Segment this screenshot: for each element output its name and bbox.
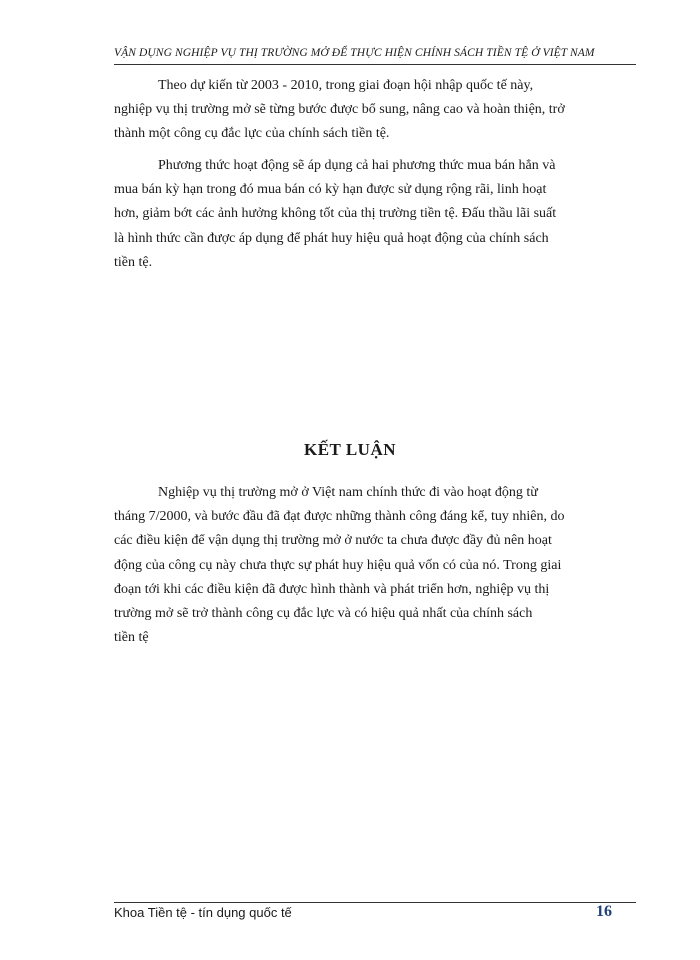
paragraph-line: trường mở sẽ trở thành công cụ đắc lực và có hiệu quả nhất của chính sách [114,606,533,622]
paragraph-line: động của công cụ này chưa thực sự phát huy hiệu quả vốn có của nó. Trong giai [114,557,562,573]
paragraph-line: nghiệp vụ thị trường mở sẽ từng bước được bổ sung, nâng cao và hoàn thiện, trở [114,102,565,118]
running-header: VẬN DỤNG NGHIỆP VỤ THỊ TRƯỜNG MỞ ĐỂ THỰC HIỆN CHÍNH SÁCH TIỀN TỆ Ở VIỆT NAM [114,47,595,59]
paragraph-conclusion [114,481,634,650]
paragraph-line: Theo dự kiến từ 2003 - 2010, trong giai đoạn hội nhập quốc tế này, [158,78,534,93]
paragraph-line: mua bán kỳ hạn trong đó mua bán có kỳ hạn được sử dụng rộng rãi, linh hoạt [114,182,547,198]
paragraph-line: Phương thức hoạt động sẽ áp dụng cả hai phương thức mua bán hẳn và [158,158,556,173]
footer-divider [114,902,636,903]
paragraph-line: tiền tệ [114,630,149,646]
paragraph-line: các điều kiện để vận dụng thị trường mở ở nước ta chưa được đầy đủ nên hoạt [114,533,552,549]
paragraph-line: tiền tệ. [114,254,153,270]
paragraph-line: hơn, giảm bớt các ảnh hưởng không tốt của thị trường tiền tệ. Đấu thầu lãi suất [114,206,557,222]
header-divider [114,64,636,65]
page-number: 16 [596,903,612,920]
paragraph-method [114,154,634,275]
paragraph-outlook [114,74,634,147]
section-title-conclusion: KẾT LUẬN [303,440,396,459]
footer-department: Khoa Tiền tệ - tín dụng quốc tế [114,905,292,920]
paragraph-line: tháng 7/2000, và bước đầu đã đạt được những thành công đáng kể, tuy nhiên, do [114,509,565,525]
paragraph-line: Nghiệp vụ thị trường mở ở Việt nam chính thức đi vào hoạt động từ [158,485,538,500]
paragraph-line: là hình thức cần được áp dụng để phát huy hiệu quả hoạt động của chính sách [114,230,549,246]
paragraph-line: đoạn tới khi các điều kiện đã được hình thành và phát triển hơn, nghiệp vụ thị [114,581,550,597]
paragraph-line: thành một công cụ đắc lực của chính sách tiền tệ. [114,126,390,142]
